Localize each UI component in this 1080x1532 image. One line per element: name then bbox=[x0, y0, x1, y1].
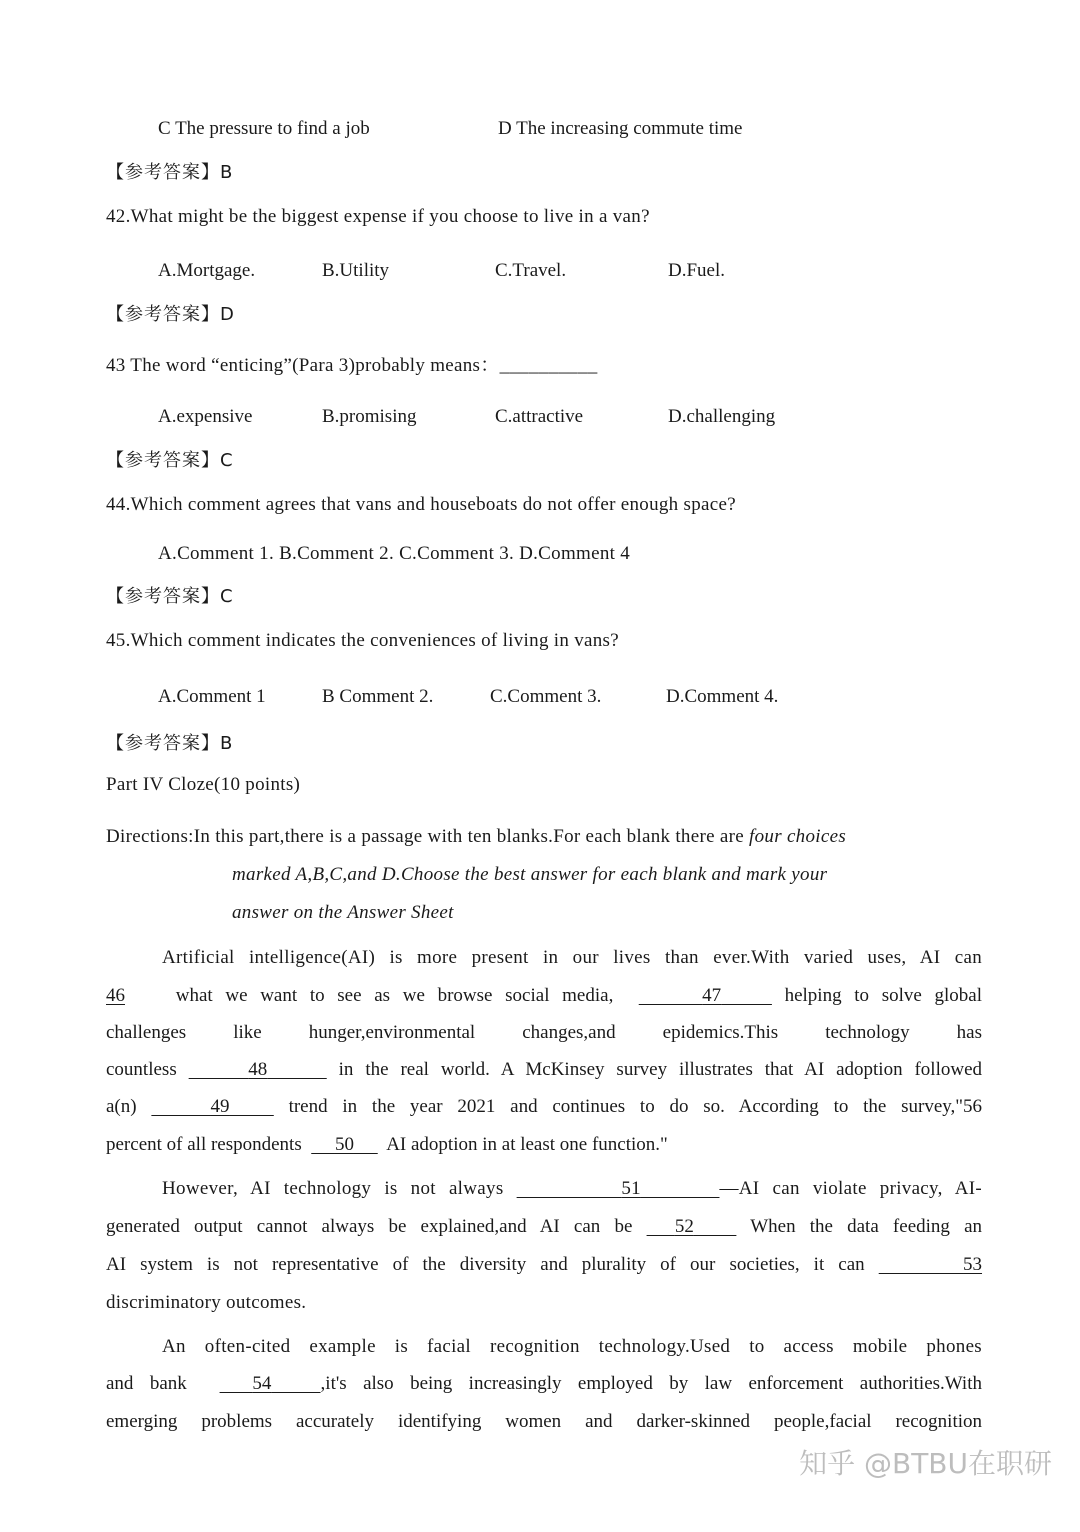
q45-option-d: D.Comment 4. bbox=[666, 686, 779, 707]
passage-p1-line-6: percent of all respondents 50 AI adoption in at least one function." bbox=[106, 1134, 668, 1155]
directions-line-1 bbox=[106, 826, 846, 848]
q41-option-c: C The pressure to find a job bbox=[158, 118, 370, 139]
passage-p1-line-3: challenges like hunger,environmental changes,and epidemics.This technology has bbox=[106, 1022, 982, 1043]
passage-p1-line-5: a(n) 49 trend in the year 2021 and continues to do so. According to the survey,"56 bbox=[106, 1096, 983, 1117]
blank-49: 49 bbox=[210, 1096, 230, 1117]
q45-option-c: C.Comment 3. bbox=[490, 686, 602, 707]
q43-option-a: A.expensive bbox=[158, 406, 253, 427]
blank-47: 47 bbox=[702, 985, 722, 1006]
q43-option-d: D.challenging bbox=[668, 406, 776, 427]
q45-option-b: B Comment 2. bbox=[322, 686, 434, 707]
q44-options: A.Comment 1. B.Comment 2. C.Comment 3. D.Comment 4 bbox=[158, 543, 631, 564]
q43-option-c: C.attractive bbox=[495, 406, 584, 427]
blank-53: 53 bbox=[963, 1254, 983, 1275]
blank-54: 54 bbox=[252, 1373, 272, 1394]
q41-answer: 【参考答案】B bbox=[106, 162, 234, 183]
q43-answer: 【参考答案】C bbox=[106, 450, 234, 471]
q45-option-a: A.Comment 1 bbox=[158, 686, 266, 707]
section-heading: Part IV Cloze(10 points) bbox=[106, 774, 301, 795]
q41-option-d: D The increasing commute time bbox=[498, 118, 743, 139]
blank-52: 52 bbox=[674, 1216, 694, 1237]
watermark: 知乎 @BTBU在职研 bbox=[799, 1447, 1052, 1480]
q43-stem bbox=[106, 350, 598, 377]
passage-p3-line-1: An often-cited example is facial recognition technology.Used to access mobile phones bbox=[162, 1336, 982, 1357]
q42-option-c: C.Travel. bbox=[495, 260, 567, 281]
passage-p1-line-4: countless 48 in the real world. A McKinsey survey illustrates that AI adoption followed bbox=[106, 1059, 983, 1080]
passage-p3-line-3: emerging problems accurately identifying women and darker-skinned people,facial recognition bbox=[106, 1411, 982, 1432]
blank-50: 50 bbox=[334, 1134, 354, 1155]
q42-option-b: B.Utility bbox=[322, 260, 390, 281]
q42-answer: 【参考答案】D bbox=[106, 304, 235, 325]
q43-stem-text: 43 The word “enticing”(Para 3)probably means bbox=[106, 355, 481, 376]
directions-text: Directions:In this part,there is a passage with ten blanks.For each blank there are bbox=[106, 826, 750, 847]
q43-blank: ：__________ bbox=[480, 355, 598, 376]
passage-p2-line-3: AI system is not representative of the diversity and plurality of our societies, it can 53 bbox=[106, 1254, 983, 1275]
q45-answer: 【参考答案】B bbox=[106, 733, 234, 754]
q45-stem: 45.Which comment indicates the conveniences of living in vans? bbox=[106, 630, 619, 651]
passage-p1-line-2: 46 what we want to see as we browse social media, 47 helping to solve global bbox=[106, 985, 983, 1006]
q44-answer: 【参考答案】C bbox=[106, 586, 234, 607]
blank-51: 51 bbox=[621, 1178, 641, 1199]
q42-stem: 42.What might be the biggest expense if you choose to live in a van? bbox=[106, 206, 650, 227]
passage-p1-line-1: Artificial intelligence(AI) is more present in our lives than ever.With varied uses, AI can bbox=[162, 947, 982, 968]
blank-48: 48 bbox=[248, 1059, 268, 1080]
q44-stem: 44.Which comment agrees that vans and houseboats do not offer enough space? bbox=[106, 494, 736, 515]
passage-p2-line-4: discriminatory outcomes. bbox=[106, 1292, 307, 1313]
passage-p2-line-2: generated output cannot always be explained,and AI can be 52 When the data feeding an bbox=[106, 1216, 983, 1237]
passage-p2-line-1: However, AI technology is not always 51 —AI can violate privacy, AI- bbox=[162, 1178, 982, 1199]
q43-option-b: B.promising bbox=[322, 406, 417, 427]
directions-italic: four choices bbox=[749, 826, 847, 847]
directions-line-2: marked A,B,C,and D.Choose the best answer for each blank and mark your bbox=[232, 864, 828, 885]
q42-option-a: A.Mortgage. bbox=[158, 260, 256, 281]
passage-p3-line-2: and bank 54 ,it's also being increasingly employed by law enforcement authorities.With bbox=[106, 1373, 982, 1394]
directions-line-3: answer on the Answer Sheet bbox=[232, 902, 454, 923]
blank-46: 46 bbox=[106, 985, 125, 1006]
q42-option-d: D.Fuel. bbox=[668, 260, 725, 281]
